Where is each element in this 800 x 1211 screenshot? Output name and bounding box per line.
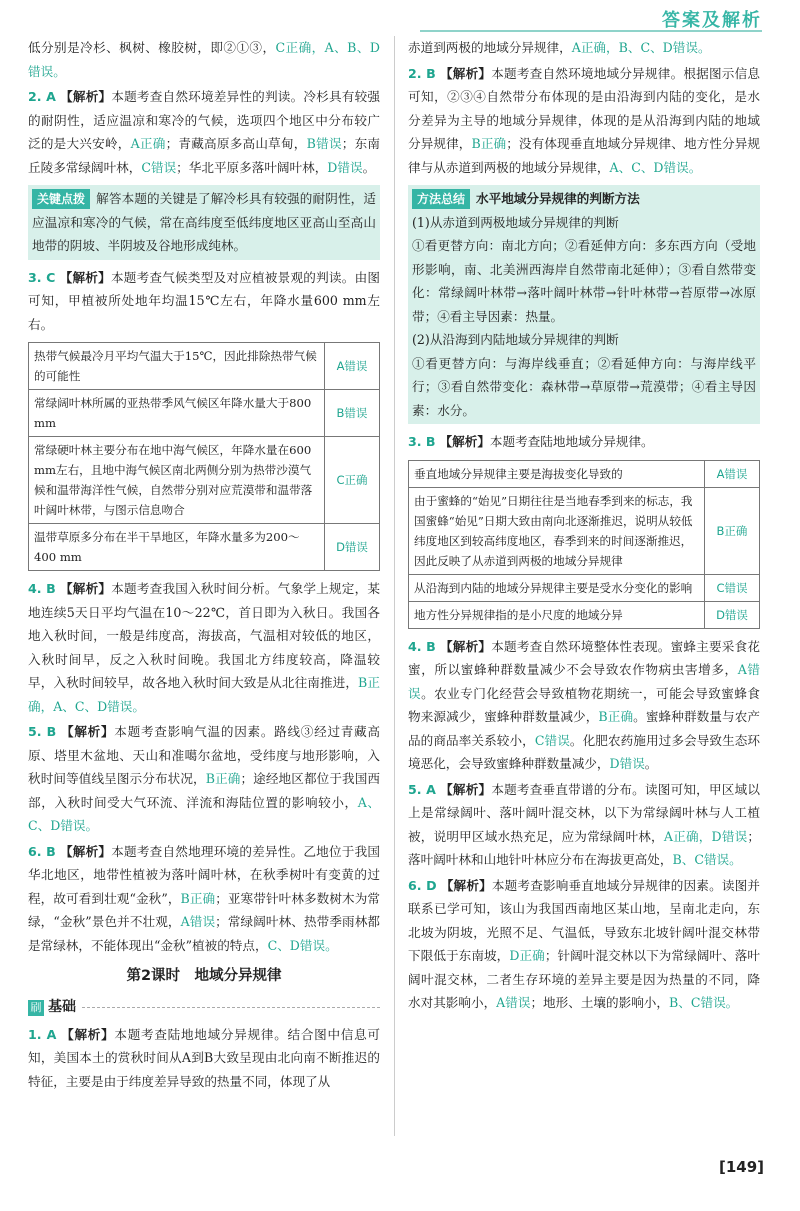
method-text-1: ①看更替方向：南北方向；②看延伸方向：多东西方向（受地形影响，南、北美洲西海岸自然带南北延伸）；③看自然带变化：常绿阔叶林带→落叶阔叶林带→针叶林带→苔原带→冰原带；④看主导因素：热量。 [412,238,756,324]
analysis-table-3 [28,342,380,571]
answer-5: 5. B 【解析】本题考查影响气温的因素。路线③经过青藏高原、塔里木盆地、天山和准噶尔盆地，受纬度与地形影响，入秋时间等值线呈图示分布状况，B正确；途经地区都位于我国西部，入秋时间受大气环流、洋流和海陆位置的影响较小，A、C、D错误。 [28,724,381,833]
basic-label: 基础 [48,998,76,1015]
method-summary-box [408,185,760,424]
key-point-label: 关键点拨 [32,189,90,209]
method-summary-label: 方法总结 [412,189,470,209]
column-divider [394,36,395,1136]
paragraph: 赤道到两极的地域分异规律，A正确，B、C、D错误。 [408,40,711,55]
answer-6: 6. D 【解析】本题考查影响垂直地域分异规律的因素。读图并联系已学可知，该山为我国西南地区某山地，呈南北走向，东北坡为阴坡，光照不足、气温低，导致东北坡针阔叶混交林带下限低于东南坡，D正确；针阔叶混交林以下为常绿阔叶、落叶阔叶混交林，二者生存环境的差异主要是因为热量的不同，降水对其影响小，A错误；地形、土壤的影响小，B、C错误。 [408,877,761,1010]
brush-icon: 刷 [28,1000,44,1016]
table-row: 垂直地域分异规律主要是海拔变化导致的 A错误 [409,460,760,487]
answer-2: 2. A 【解析】本题考查自然环境差异性的判读。冷杉具有较强的耐阴性，适应温凉和寒冷的气候，选项四个地区中分布较广泛的是大兴安岭，A正确；青藏高原多高山草甸，B错误；东南丘陵多常绿阔叶林，C错误；华北平原多落叶阔叶林，D错误。 [28,89,381,175]
table-row: 从沿海到内陆的地域分异规律主要是受水分变化的影响 C错误 [409,574,760,601]
key-point-box [28,185,380,260]
analysis-table-3 [408,460,760,629]
table-row: 常绿阔叶林所属的亚热带季风气候区年降水量大于800 mm B错误 [29,390,380,437]
answer-3: 3. B 【解析】本题考查陆地地域分异规律。 [408,434,654,449]
basic-heading [28,997,380,1019]
answer-4: 4. B 【解析】本题考查自然环境整体性表现。蜜蜂主要采食花蜜，所以蜜蜂种群数量减少不会导致农作物病虫害增多，A错误。农业专门化经营会导致植物花期统一，可能会导致蜜蜂食物来源减少，蜜蜂种群数量减少，B正确。蜜蜂种群数量与农产品的商品率关系较小，C错误。化肥农药施用过多会导致生态环境恶化，会导致蜜蜂种群数量减少，D错误。 [408,638,761,771]
page-number: [149] [718,1158,764,1176]
header-title: 答案及解析 [662,10,762,31]
method-summary-title: 水平地域分异规律的判断方法 [476,191,640,206]
left-column [28,36,380,1093]
table-row: 地方性分异规律指的是小尺度的地域分异 D错误 [409,601,760,628]
key-point-text: 解答本题的关键是了解冷杉具有较强的耐阴性，适应温凉和寒冷的气候，常在高纬度至低纬度地区亚高山至高山地带的阴坡、半阴坡及谷地形成纯林。 [32,191,376,253]
table-row: 常绿硬叶林主要分布在地中海气候区，年降水量在600 mm左右，且地中海气候区南北两侧分别为热带沙漠气候和温带海洋性气候，自然带分别对应荒漠带和温带落叶阔叶林带，与图示信息吻合 C正确 [29,437,380,524]
answer-6: 6. B 【解析】本题考查自然地理环境的差异性。乙地位于我国华北地区，地带性植被为落叶阔叶林，在秋季树叶有变黄的过程，故可看到壮观“金秋”，B正确；亚寒带针叶林多数树木为常绿，“金秋”景色并不壮观，A错误；常绿阔叶林、热带季雨林都是常绿林，不能体现出“金秋”植被的特点，C、D错误。 [28,843,381,953]
method-heading-1: (1)从赤道到两极地域分异规律的判断 [412,214,619,230]
method-text-2: ①看更替方向：与海岸线垂直；②看延伸方向：与海岸线平行；③看自然带变化：森林带→草原带→荒漠带；④看主导因素：水分。 [412,355,756,418]
answer-3: 3. C 【解析】本题考查气候类型及对应植被景观的判读。由图可知，甲植被所处地年均温15℃左右，年降水量600 mm左右。 [28,269,380,332]
answer-4: 4. B 【解析】本题考查我国入秋时间分析。气象学上规定，某地连续5天日平均气温在10～22℃，首日即为入秋日。我国各地入秋时间，一般是纬度高，海拔高，气温相对较低的地区，入秋时间早，反之入秋时间晚。我国北方纬度较高，降温较早，入秋时间较早，故各地入秋时间大致是从北往南推进，B正确，A、C、D错误。 [28,581,381,714]
table-row: 热带气候最冷月平均气温大于15℃，因此排除热带气候的可能性 A错误 [29,343,380,390]
right-column [408,36,760,1015]
paragraph: 低分别是冷杉、枫树、橡胶树，即②①③，C正确，A、B、D错误。 [28,40,380,79]
answer-5: 5. A 【解析】本题考查垂直带谱的分布。读图可知，甲区域以上是常绿阔叶、落叶阔叶混交林，以下为常绿阔叶林与人工植被，说明甲区域水热充足，应为常绿阔叶林，A正确，D错误；落叶阔叶林和山地针叶林应分布在海拔更高处，B、C错误。 [408,781,761,867]
table-row: 温带草原多分布在半干旱地区，年降水量多为200～400 mm D错误 [29,524,380,571]
table-row: 由于蜜蜂的“始见”日期往往是当地春季到来的标志，我国蜜蜂“始见”日期大致由南向北逐渐推迟，说明从较低纬度地区到较高纬度地区，春季到来的时间逐渐推迟，因此反映了从赤道到两极的地域分异规律 B正确 [409,487,760,574]
basic-answer-1: 1. A 【解析】本题考查陆地地域分异规律。结合图中信息可知，美国本土的赏秋时间从A到B大致呈现由北向南不断推迟的特征，主要是由于纬度差异导致的热量不同，体现了从 [28,1026,380,1089]
section-title: 第2课时 地域分异规律 [126,968,282,984]
method-heading-2: (2)从沿海到内陆地域分异规律的判断 [412,332,619,347]
answer-2: 2. B 【解析】本题考查自然环境地域分异规律。根据图示信息可知，②③④自然带分布体现的是由沿海到内陆的变化，是水分差异为主导的地域分异规律，体现的是从沿海到内陆的地域分异规律，B正确；没有体现垂直地域分异规律、地方性分异规律与从赤道到两极的地域分异规律，A、C、D错误。 [408,65,761,175]
dashed-rule [82,1007,380,1009]
page-header [0,0,800,40]
